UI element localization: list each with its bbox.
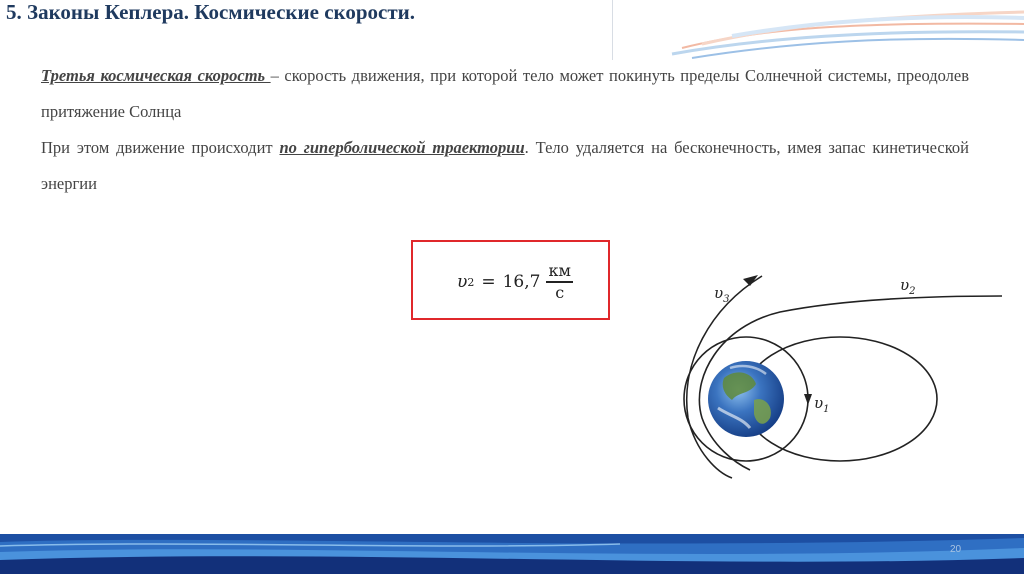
trajectory-paragraph xyxy=(41,130,969,202)
orbits-diagram xyxy=(680,268,1024,483)
label-v3: $\upsilon_3$ xyxy=(714,284,730,305)
unit-fraction xyxy=(546,261,572,302)
footer-wave-decoration xyxy=(0,534,1024,574)
header-wave-decoration xyxy=(612,0,1024,62)
slide-title: 5. Законы Кеплера. Космические скорости. xyxy=(6,0,416,24)
trajectory-text-end: . Тело удаляется на бесконечность, имея запас кинетической энергии xyxy=(41,138,970,193)
hyperbolic-trajectory-term: по гиперболической траектории xyxy=(279,138,525,157)
trajectory-text-start: При этом движение происходит xyxy=(41,138,280,157)
unit-numerator: км xyxy=(548,261,571,281)
term-third-cosmic-speed: Третья космическая скорость xyxy=(41,66,271,85)
formula xyxy=(457,242,573,322)
definition-paragraph xyxy=(41,58,969,130)
formula-box xyxy=(411,240,610,320)
velocity-subscript: 2 xyxy=(467,275,475,289)
label-v1: $\upsilon_1$ xyxy=(814,394,830,415)
equals-sign: = xyxy=(481,272,496,292)
velocity-value: 16,7 xyxy=(502,272,541,292)
definition-text: – скорость движения, при которой тело может покинуть пределы Солнечной системы, преодолев притяжение Солнца xyxy=(41,66,969,121)
page-number: 20 xyxy=(950,544,962,555)
unit-denominator: с xyxy=(555,282,565,302)
header-divider xyxy=(612,0,613,60)
velocity-symbol: υ xyxy=(457,272,468,292)
v1-arrow xyxy=(804,394,812,405)
label-v2: $\upsilon_2$ xyxy=(900,276,916,297)
